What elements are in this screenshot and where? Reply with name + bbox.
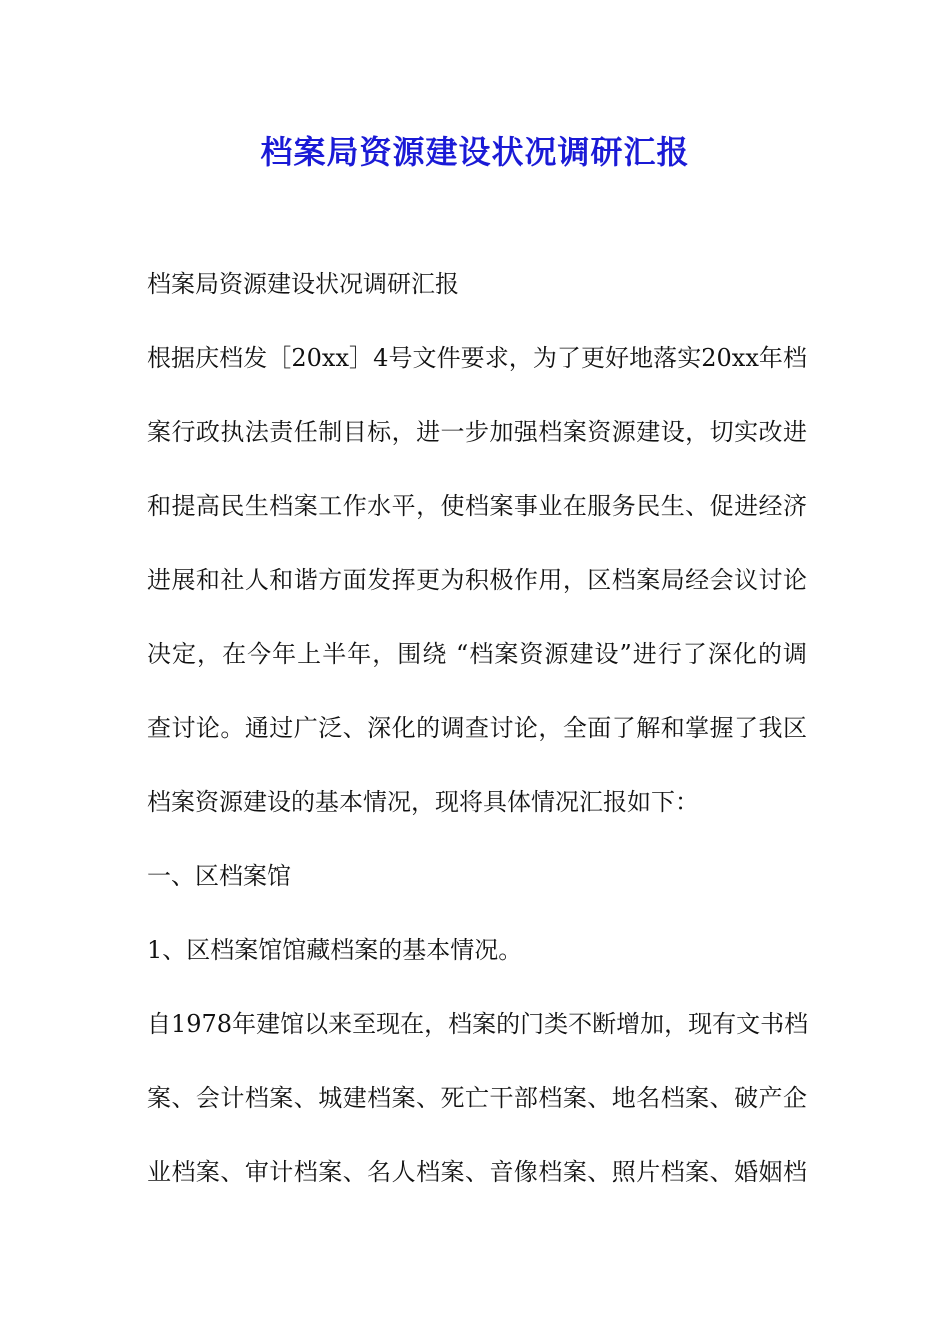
document-title: 档案局资源建设状况调研汇报 — [260, 133, 690, 171]
paragraph-line: 根据庆档发［20xx］4号文件要求，为了更好地落实20xx年档 — [147, 344, 807, 372]
paragraph-line: 业档案、审计档案、名人档案、音像档案、照片档案、婚姻档 — [147, 1158, 807, 1186]
paragraph-line: 和提高民生档案工作水平，使档案事业在服务民生、促进经济 — [147, 492, 807, 520]
paragraph-line: 案、会计档案、城建档案、死亡干部档案、地名档案、破产企 — [147, 1084, 807, 1112]
subtitle-line: 档案局资源建设状况调研汇报 — [147, 270, 459, 298]
paragraph-line: 决定，在今年上半年，围绕 “档案资源建设”进行了深化的调 — [147, 640, 807, 668]
document-body — [147, 247, 807, 1209]
paragraph-line: 进展和社人和谐方面发挥更为积极作用，区档案局经会议讨论 — [147, 566, 807, 594]
paragraph-line: 档案资源建设的基本情况，现将具体情况汇报如下： — [147, 788, 699, 816]
subsection-heading: 1、区档案馆馆藏档案的基本情况。 — [147, 936, 523, 964]
paragraph-line: 案行政执法责任制目标，进一步加强档案资源建设，切实改进 — [147, 418, 807, 446]
paragraph-line: 查讨论。通过广泛、深化的调查讨论，全面了解和掌握了我区 — [147, 714, 807, 742]
section-heading: 一、区档案馆 — [147, 862, 291, 890]
paragraph-line: 自1978年建馆以来至现在，档案的门类不断增加，现有文书档 — [147, 1010, 809, 1038]
